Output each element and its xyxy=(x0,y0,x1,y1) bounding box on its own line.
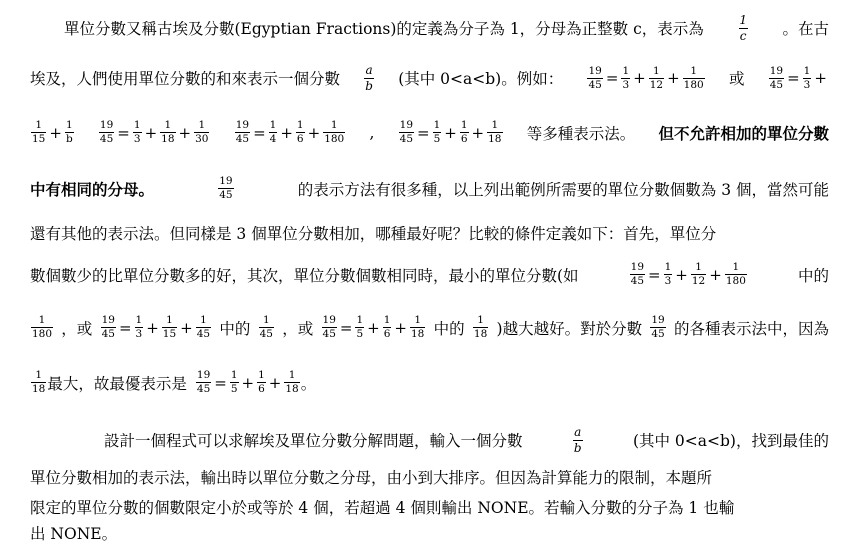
p1-line-3 xyxy=(30,120,829,145)
or-word: 或 xyxy=(728,70,745,89)
fraction-1-18: $\frac{1}{18}$ xyxy=(473,314,488,341)
p1-line-7 xyxy=(30,315,829,340)
p1-l7-b: 中的 xyxy=(219,319,251,338)
p1-line-4 xyxy=(30,176,829,201)
equation-2-start: $\frac{19}{45}$ = $\frac{1}{3}$ + xyxy=(769,64,827,91)
p1-l4-text: 的表示方法有很多種，以上列出範例所需要的單位分數個數為 3 個，當然可能 xyxy=(297,180,829,199)
fraction-1-45: $\frac{1}{45}$ xyxy=(259,314,273,341)
p2-line-4 xyxy=(30,522,829,544)
fraction-a-over-b-2: $\frac{a}{b}$ xyxy=(573,425,582,455)
p2-l1-text-b: (其中 0<a<b)，找到最佳的 xyxy=(632,432,829,451)
p1-l7-a: ，或 xyxy=(61,319,93,338)
p2-line-3 xyxy=(30,496,829,518)
equation-2-end: $\frac{1}{15}$ + $\frac{1}{b}$ xyxy=(32,119,73,146)
p1-l8-a: 最大，故最優表示是 xyxy=(47,374,187,393)
p2-line-1 xyxy=(30,426,829,454)
equation-8: $\frac{19}{45}$ = $\frac{1}{5}$ + $\frac{1}{6}$ + $\frac{1}{18}$ xyxy=(322,314,425,341)
p1-l6-text: 數個數少的比單位分數多的好，其次，單位分數個數相同時，最小的單位分數(如 xyxy=(30,266,579,285)
p1-l7-f: 的各種表示法中，因為 xyxy=(673,319,829,338)
fraction-1-over-c: $\frac{1}{c}$ xyxy=(739,13,747,43)
p1-l7-d: 中的 xyxy=(433,319,465,338)
fraction-a-over-b: $\frac{a}{b}$ xyxy=(365,63,373,93)
equation-best: $\frac{19}{45}$ = $\frac{1}{5}$ + $\frac{1}{6}$ + $\frac{1}{18}$ xyxy=(196,369,299,396)
p1-l7-e: )越大越好。對於分數 xyxy=(496,319,643,338)
p1-l5-text: 還有其他的表示法。但同樣是 3 個單位分數相加，哪種最好呢？比較的條件定義如下：首先，單位分 xyxy=(30,225,717,243)
p1-line-5 xyxy=(30,222,829,244)
p1-l8-end: 。 xyxy=(300,374,317,393)
p2-l2-text: 單位分數相加的表示法，輸出時以單位分數之分母，由小到大排序。但因為計算能力的限制，本題所 xyxy=(30,469,713,487)
equation-7: $\frac{19}{45}$ = $\frac{1}{3}$ + $\frac{1}{15}$ + $\frac{1}{45}$ xyxy=(101,314,211,341)
p1-l1-end: 。在古 xyxy=(782,20,829,39)
equation-3: $\frac{19}{45}$ = $\frac{1}{3}$ + $\frac{1}{18}$ + $\frac{1}{30}$ xyxy=(99,119,209,146)
p1-l4-bold: 中有相同的分母。 xyxy=(30,179,155,199)
fraction-1-18-b: $\frac{1}{18}$ xyxy=(32,369,46,396)
p1-line-8 xyxy=(30,370,829,395)
p2-l3-text: 限定的單位分數的個數限定小於或等於 4 個，若超過 4 個則輸出 NONE。若輸入分數的分子為 1 也輸 xyxy=(30,499,735,517)
fraction-19-45-b: $\frac{19}{45}$ xyxy=(651,314,665,341)
equation-1: $\frac{19}{45}$ = $\frac{1}{3}$ + $\frac{1}{12}$ + $\frac{1}{180}$ xyxy=(588,64,704,91)
equation-5: $\frac{19}{45}$ = $\frac{1}{5}$ + $\frac{1}{6}$ + $\frac{1}{18}$ xyxy=(399,119,502,146)
p1-line-1 xyxy=(30,14,829,42)
equation-6: $\frac{19}{45}$ = $\frac{1}{3}$ + $\frac{1}{12}$ + $\frac{1}{180}$ xyxy=(630,261,746,288)
p1-line-2 xyxy=(30,64,829,92)
p1-l3-tail: 等多種表示法。 xyxy=(526,124,636,143)
p2-l4-text: 出 NONE。 xyxy=(30,525,118,543)
fraction-19-45: $\frac{19}{45}$ xyxy=(219,175,233,202)
p1-l3-bold: 但不允許相加的單位分數 xyxy=(658,123,829,143)
p1-line-6 xyxy=(30,262,829,287)
p2-l1-text: 設計一個程式可以求解埃及單位分數分解問題，輸入一個分數 xyxy=(104,432,523,451)
p2-line-2 xyxy=(30,466,829,488)
p1-l7-c: ，或 xyxy=(282,319,314,338)
p1-l1-text: 單位分數又稱古埃及分數(Egyptian Fractions)的定義為分子為 1，分母為正整數 c，表示為 xyxy=(64,20,704,39)
p1-l2-text-b: (其中 0<a<b)。例如： xyxy=(398,70,564,89)
p1-l2-text: 埃及，人們使用單位分數的和來表示一個分數 xyxy=(30,70,341,89)
p1-l6-text-b: 中的 xyxy=(797,266,829,285)
comma: , xyxy=(369,123,375,142)
equation-4: $\frac{19}{45}$ = $\frac{1}{4}$ + $\frac{1}{6}$ + $\frac{1}{180}$ xyxy=(235,119,345,146)
fraction-1-180: $\frac{1}{180}$ xyxy=(32,314,53,341)
